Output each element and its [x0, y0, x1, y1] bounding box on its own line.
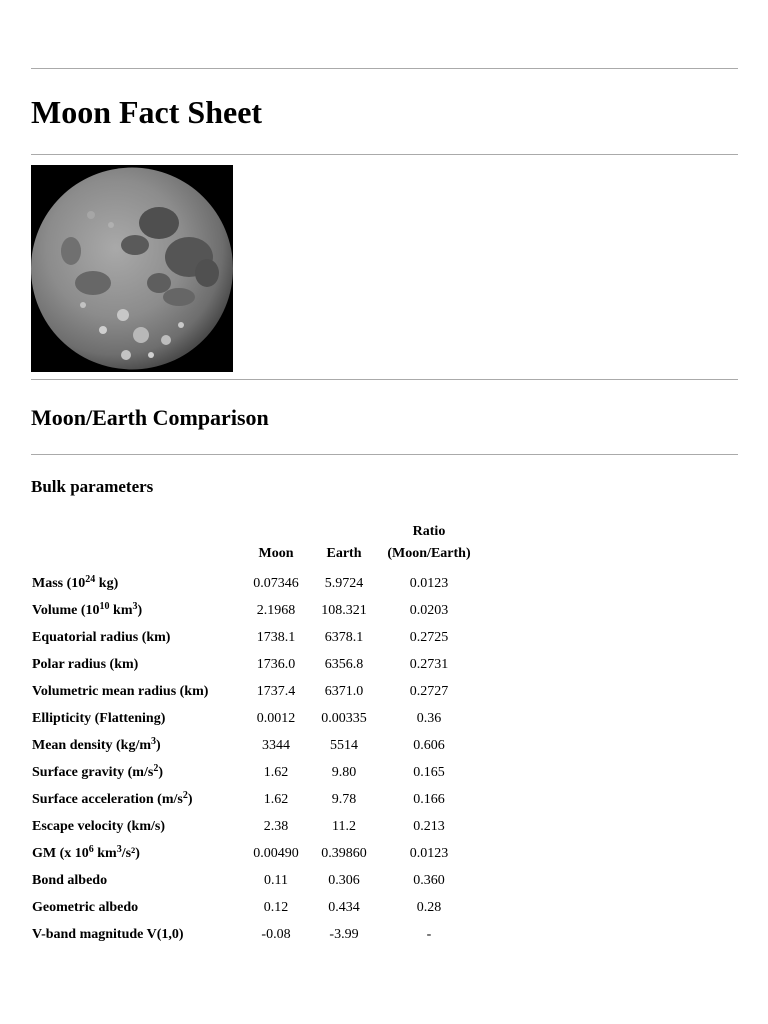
cell-ratio: 0.213 [413, 818, 445, 834]
cell-earth: 6378.1 [324, 629, 364, 645]
row-label [32, 840, 246, 867]
cell-moon: 0.07346 [253, 575, 299, 591]
row-label [32, 597, 246, 624]
table-row [32, 786, 476, 813]
label-text: Mass (10 [32, 575, 86, 591]
label-text: /s²) [121, 845, 140, 861]
image-divider [31, 379, 738, 380]
label-superscript: 2 [182, 789, 188, 801]
table-row [32, 759, 476, 786]
label-text: Bond albedo [32, 872, 108, 888]
cell-earth: 5514 [330, 737, 358, 753]
row-label [32, 867, 246, 894]
label-text: Polar radius (km) [32, 656, 139, 672]
table-header-row [32, 538, 476, 570]
header-earth: Earth [326, 546, 362, 561]
cell-earth: 11.2 [332, 818, 356, 834]
cell-earth: -3.99 [329, 926, 359, 942]
cell-moon: 0.00490 [253, 845, 299, 861]
row-label [32, 759, 246, 786]
row-label [32, 651, 246, 678]
header-moon: Moon [258, 546, 294, 561]
label-text: Ellipticity (Flattening) [32, 710, 166, 726]
row-label [32, 732, 246, 759]
cell-earth: 0.434 [328, 899, 360, 915]
table-row [32, 678, 476, 705]
cell-ratio: 0.606 [413, 737, 445, 753]
table-row [32, 867, 476, 894]
cell-ratio: 0.2731 [409, 656, 449, 672]
section-title: Moon/Earth Comparison [31, 405, 269, 430]
table-row [32, 651, 476, 678]
bulk-parameters-table [32, 538, 476, 948]
cell-moon: 3344 [262, 737, 290, 753]
row-label [32, 813, 246, 840]
label-text: GM (x 10 [32, 845, 89, 861]
table-row [32, 570, 476, 597]
label-text: km [109, 602, 133, 618]
row-label [32, 570, 246, 597]
cell-moon: 0.0012 [256, 710, 296, 726]
label-text: Volume (10 [32, 602, 100, 618]
row-label [32, 921, 246, 948]
header-ratio: (Moon/Earth) [387, 546, 471, 561]
table-row [32, 840, 476, 867]
label-superscript: 3 [151, 735, 156, 747]
cell-moon: 2.38 [263, 818, 289, 834]
cell-earth: 0.39860 [321, 845, 367, 861]
table-row [32, 624, 476, 651]
cell-ratio: 0.2725 [409, 629, 449, 645]
label-text: Volumetric mean radius (km) [32, 683, 209, 699]
cell-earth: 6371.0 [324, 683, 364, 699]
row-label [32, 705, 246, 732]
cell-earth: 0.00335 [321, 710, 367, 726]
label-text: ) [187, 791, 193, 807]
cell-earth: 9.78 [331, 791, 357, 807]
cell-moon: 1736.0 [256, 656, 296, 672]
subsection-title: Bulk parameters [31, 477, 154, 496]
cell-ratio: 0.36 [416, 710, 442, 726]
cell-moon: 0.11 [264, 872, 288, 888]
label-superscript: 2 [153, 762, 159, 774]
cell-earth: 6356.8 [324, 656, 364, 672]
table-row [32, 732, 476, 759]
label-text: kg) [95, 575, 119, 591]
cell-moon: 1738.1 [256, 629, 296, 645]
label-superscript: 6 [88, 843, 94, 855]
title-divider [31, 154, 738, 155]
label-text: Equatorial radius (km) [32, 629, 171, 645]
cell-earth: 0.306 [328, 872, 360, 888]
cell-earth: 5.9724 [324, 575, 364, 591]
cell-ratio: 0.166 [413, 791, 445, 807]
label-text: V-band magnitude V(1,0) [32, 926, 184, 942]
table-row [32, 705, 476, 732]
header-blank [32, 538, 246, 570]
label-text: Mean density (kg/m [32, 737, 151, 753]
page-title: Moon Fact Sheet [31, 94, 263, 130]
table-row [32, 813, 476, 840]
table-row [32, 921, 476, 948]
label-superscript: 3 [132, 600, 138, 612]
cell-moon: 0.12 [263, 899, 289, 915]
row-label [32, 624, 246, 651]
cell-ratio: 0.28 [416, 899, 442, 915]
label-text: Surface gravity (m/s [32, 764, 154, 780]
moon-photo [31, 165, 233, 372]
label-superscript: 10 [99, 600, 110, 612]
cell-earth: 108.321 [321, 602, 367, 618]
cell-ratio: 0.165 [413, 764, 445, 780]
label-text: Geometric albedo [32, 899, 139, 915]
cell-moon: 1.62 [263, 764, 289, 780]
label-text: km [93, 845, 117, 861]
cell-moon: 2.1968 [256, 602, 296, 618]
cell-moon: -0.08 [261, 926, 291, 942]
section-divider [31, 454, 738, 455]
label-text: ) [137, 602, 143, 618]
label-superscript: 24 [85, 573, 96, 585]
cell-earth: 9.80 [331, 764, 357, 780]
cell-ratio: 0.360 [413, 872, 445, 888]
row-label [32, 786, 246, 813]
cell-moon: 1.62 [263, 791, 289, 807]
ratio-header-line1: Ratio [412, 524, 446, 539]
table-row [32, 597, 476, 624]
cell-ratio: 0.0203 [409, 602, 449, 618]
row-label [32, 894, 246, 921]
table-row [32, 894, 476, 921]
cell-moon: 1737.4 [256, 683, 296, 699]
cell-ratio: 0.0123 [409, 845, 449, 861]
cell-ratio: - [426, 926, 432, 942]
label-superscript: 3 [116, 843, 122, 855]
label-text: Escape velocity (km/s) [32, 818, 165, 834]
row-label [32, 678, 246, 705]
label-text: ) [158, 764, 163, 780]
cell-ratio: 0.2727 [409, 683, 449, 699]
top-divider [31, 68, 738, 69]
label-text: Surface acceleration (m/s [32, 791, 183, 807]
moon-image [31, 165, 233, 372]
cell-ratio: 0.0123 [409, 575, 449, 591]
label-text: ) [156, 737, 161, 753]
